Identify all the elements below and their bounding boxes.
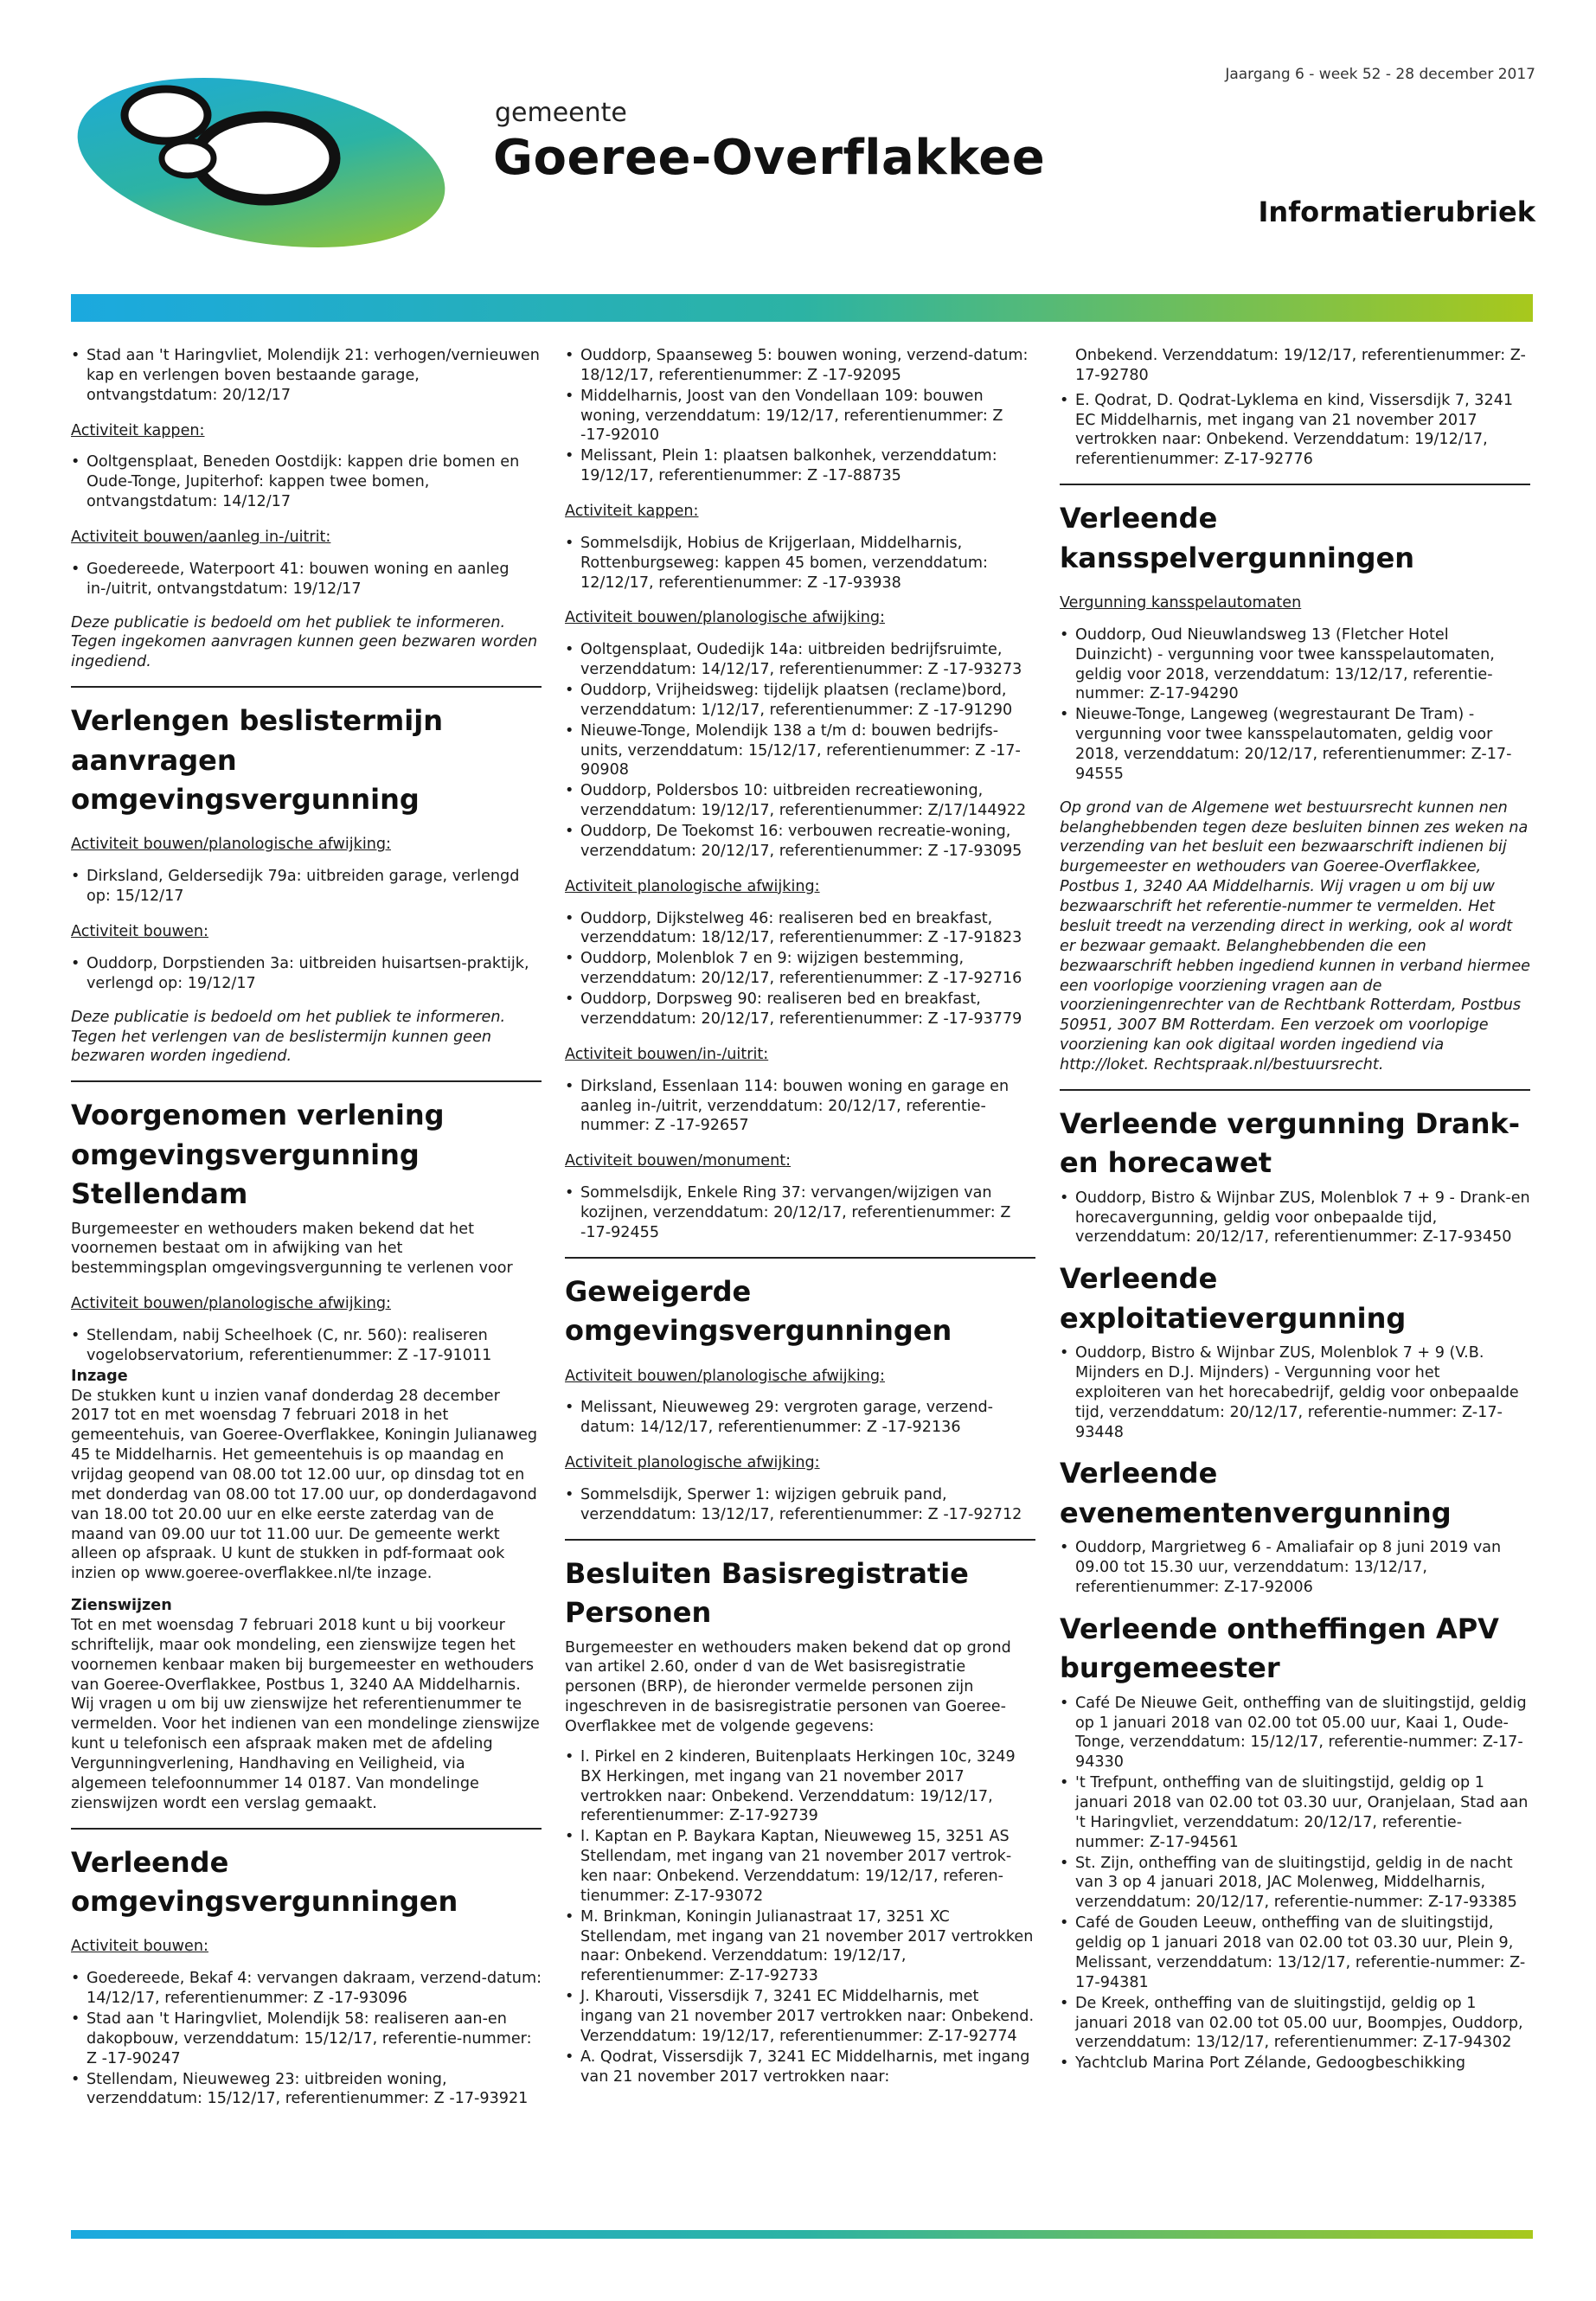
list-item: • Stellendam, nabij Scheelhoek (C, nr. 560): realiseren vogelobservatorium, referentienummer: Z -17-91011	[71, 1326, 542, 1366]
subheading: Vergunning kansspelautomaten	[1060, 594, 1302, 612]
list-item: • Ouddorp, Spaanseweg 5: bouwen woning, verzend-datum: 18/12/17, referentienummer: Z -17-92095	[565, 346, 1035, 386]
section-title: Verleende evenementenvergunning	[1060, 1457, 1452, 1529]
subheading: Activiteit bouwen/planologische afwijking:	[71, 836, 391, 854]
inzage-heading: Inzage	[71, 1367, 128, 1385]
divider	[565, 1539, 1035, 1541]
list-item: • Ouddorp, Poldersbos 10: uitbreiden recreatiewoning, verzenddatum: 19/12/17, referentienummer: Z/17/144922	[565, 781, 1035, 821]
list	[565, 1398, 1035, 1438]
list	[71, 452, 542, 512]
list-item: • Café De Nieuwe Geit, ontheffing van de sluitingstijd, geldig op 1 januari 2018 van 02.00 tot 05.00 uur, Kaai 1, Oude-Tonge, verzenddatum: 15/12/17, referentie-nummer: Z-17-94330	[1060, 1694, 1530, 1772]
municipality-logo-icon	[71, 67, 452, 258]
list-item: • Dirksland, Essenlaan 114: bouwen woning en garage en aanleg in-/uitrit, verzenddatum: 20/12/17, referentie-nummer: Z -17-92657	[565, 1077, 1035, 1137]
list-item: • J. Kharouti, Vissersdijk 7, 3241 EC Middelharnis, met ingang van 21 november 2017 vertrokken naar: Onbekend. Verzenddatum: 19/12/17, referentienummer: Z-17-92774	[565, 1987, 1035, 2047]
list-item: • Middelharnis, Joost van den Vondellaan 109: bouwen woning, verzenddatum: 19/12/17, referentienummer: Z -17-92010	[565, 387, 1035, 446]
subheading: Activiteit planologische afwijking:	[565, 1454, 820, 1472]
note: Deze publicatie is bedoeld om het publiek te informeren. Tegen het verlengen van de beslistermijn kunnen geen bezwaren worden ingediend.	[71, 1008, 506, 1066]
list-item: • Ooltgensplaat, Oudedijk 14a: uitbreiden bedrijfsruimte, verzenddatum: 14/12/17, referentienummer: Z -17-93273	[565, 640, 1035, 680]
list-item: • Ooltgensplaat, Beneden Oostdijk: kappen drie bomen en Oude-Tonge, Jupiterhof: kappen twee bomen, ontvangstdatum: 14/12/17	[71, 452, 542, 512]
list-item: • St. Zijn, ontheffing van de sluitingstijd, geldig in de nacht van 3 op 4 januari 2018, JAC Molenweg, Middelharnis, verzenddatum: 20/12/17, referentie-nummer: Z-17-93385	[1060, 1854, 1530, 1913]
list	[1060, 391, 1530, 470]
list-item: • Café de Gouden Leeuw, ontheffing van de sluitingstijd, geldig op 1 januari 2018 van 02.00 tot 03.30 uur, Plein 9, Melissant, verzenddatum: 13/12/17, referentie-nummer: Z-17-94381	[1060, 1913, 1530, 1992]
list	[71, 346, 542, 406]
divider	[1060, 1089, 1530, 1091]
list	[71, 867, 542, 907]
list-item: • M. Brinkman, Koningin Julianastraat 17, 3251 XC Stellendam, met ingang van 21 november 2017 vertrokken naar: Onbekend. Verzenddatum: 19/12/17, referentienummer: Z-17-92733	[565, 1907, 1035, 1986]
list	[1060, 1343, 1530, 1442]
brand-small: gemeente	[495, 98, 627, 128]
list	[1060, 625, 1530, 785]
list-item: • Ouddorp, Margrietweg 6 - Amaliafair op 8 juni 2019 van 09.00 tot 15.30 uur, verzenddatum: 13/12/17, referentienummer: Z-17-92006	[1060, 1538, 1530, 1598]
list	[565, 640, 1035, 861]
list-item: • Stad aan 't Haringvliet, Molendijk 21: verhogen/vernieuwen kap en verlengen boven bestaande garage, ontvangstdatum: 20/12/17	[71, 346, 542, 406]
list-item: • 't Trefpunt, ontheffing van de sluitingstijd, geldig op 1 januari 2018 van 02.00 tot 03.30 uur, Oranjelaan, Stad aan 't Haringvliet, verzenddatum: 20/12/17, referentie-nummer: Z-17-94561	[1060, 1773, 1530, 1852]
paragraph: Tot en met woensdag 7 februari 2018 kunt u bij voorkeur schriftelijk, maar ook mondeling, een zienswijze tegen het voornemen kenbaar maken bij burgemeester en wethouders van Goeree-Overflakkee, Postbus 1, 3240 AA Middelharnis. Wij vragen u om bij uw zienswijze het referentienummer te vermelden. Voor het indienen van een mondelinge zienswijze kunt u telefonisch een afspraak maken met de afdeling Vergunningverlening, Handhaving en Veiligheid, via algemeen telefoonnummer 14 0187. Van mondelinge zienswijzen wordt een verslag gemaakt.	[71, 1617, 540, 1812]
brand-title: Goeree-Overflakkee	[493, 130, 1046, 186]
list	[565, 346, 1035, 486]
list-item: • Goedereede, Waterpoort 41: bouwen woning en aanleg in-/uitrit, ontvangstdatum: 19/12/17	[71, 560, 542, 599]
divider	[565, 1257, 1035, 1259]
list	[71, 954, 542, 994]
list-item: • Stad aan 't Haringvliet, Molendijk 58: realiseren aan-en dakopbouw, verzenddatum: 15/12/17, referentie-nummer: Z -17-90247	[71, 2009, 542, 2069]
issue-info: Jaargang 6 - week 52 - 28 december 2017	[1225, 66, 1535, 83]
list-item: • I. Pirkel en 2 kinderen, Buitenplaats Herkingen 10c, 3249 BX Herkingen, met ingang van 21 november 2017 vertrokken naar: Onbekend. Verzenddatum: 19/12/17, referentienummer: Z-17-92739	[565, 1747, 1035, 1826]
divider	[71, 1828, 542, 1830]
list-item: • Nieuwe-Tonge, Langeweg (wegrestaurant De Tram) - vergunning voor twee kansspelautomaten, geldig voor 2018, verzenddatum: 20/12/17, referentienummer: Z-17-94555	[1060, 705, 1530, 784]
paragraph: Burgemeester en wethouders maken bekend dat het voornemen bestaat om in afwijking van het bestemmingsplan omgevingsvergunning te verlenen voor	[71, 1220, 513, 1278]
footer-gradient-bar	[71, 2230, 1533, 2239]
list-item: • I. Kaptan en P. Baykara Kaptan, Nieuweweg 15, 3251 AS Stellendam, met ingang van 21 november 2017 vertrok-ken naar: Onbekend. Verzenddatum: 19/12/17, referen-tienummer: Z-17-93072	[565, 1827, 1035, 1906]
list-item: • Melissant, Plein 1: plaatsen balkonhek, verzenddatum: 19/12/17, referentienummer: Z -17-88735	[565, 446, 1035, 486]
list-item: • Goedereede, Bekaf 4: vervangen dakraam, verzend-datum: 14/12/17, referentienummer: Z -17-93096	[71, 1969, 542, 2009]
section-title: Verleende exploitatievergunning	[1060, 1262, 1407, 1335]
list	[565, 1077, 1035, 1137]
subheading: Activiteit bouwen/monument:	[565, 1152, 792, 1170]
section-title: Verleende omgevingsvergunningen	[71, 1845, 458, 1919]
subheading: Activiteit bouwen/planologische afwijking:	[71, 1295, 391, 1313]
divider	[71, 1080, 542, 1082]
subheading: Activiteit kappen:	[71, 421, 205, 439]
list-item: • A. Qodrat, Vissersdijk 7, 3241 EC Middelharnis, met ingang van 21 november 2017 vertrokken naar:	[565, 2048, 1035, 2087]
list-item: • Dirksland, Geldersedijk 79a: uitbreiden garage, verlengd op: 15/12/17	[71, 867, 542, 907]
subheading: Activiteit bouwen/planologische afwijking:	[565, 609, 885, 627]
list-item: • Ouddorp, Molenblok 7 en 9: wijzigen bestemming, verzenddatum: 20/12/17, referentienummer: Z -17-92716	[565, 949, 1035, 989]
list-item: • De Kreek, ontheffing van de sluitingstijd, geldig op 1 januari 2018 van 02.00 tot 05.00 uur, Boompjes, Ouddorp, verzenddatum: 13/12/17, referentienummer: Z-17-94302	[1060, 1994, 1530, 2054]
list-item: • E. Qodrat, D. Qodrat-Lyklema en kind, Vissersdijk 7, 3241 EC Middelharnis, met ingang van 21 november 2017 vertrokken naar: Onbekend. Verzenddatum: 19/12/17, referentienummer: Z-17-92776	[1060, 391, 1530, 470]
section-title: Verlengen beslistermijn aanvragen omgevingsvergunning	[71, 704, 443, 817]
rubric-title: Informatierubriek	[1258, 195, 1535, 228]
list-item: • Ouddorp, Bistro & Wijnbar ZUS, Molenblok 7 + 9 - Drank-en horecavergunning, geldig voor onbepaalde tijd, verzenddatum: 20/12/17, referentienummer: Z-17-93450	[1060, 1189, 1530, 1248]
column-3	[1060, 346, 1530, 2074]
list-item: • Sommelsdijk, Hobius de Krijgerlaan, Middelharnis, Rottenburgseweg: kappen 45 bomen, verzenddatum: 12/12/17, referentienummer: Z -17-93938	[565, 534, 1035, 593]
section-title: Verleende ontheffingen APV burgemeester	[1060, 1612, 1499, 1685]
list-item: • Ouddorp, De Toekomst 16: verbouwen recreatie-woning, verzenddatum: 20/12/17, referentienummer: Z -17-93095	[565, 822, 1035, 862]
list	[565, 1747, 1035, 2087]
note: Op grond van de Algemene wet bestuursrecht kunnen nen belanghebbenden tegen deze besluiten binnen zes weken na verzending van het besluit een bezwaarschrift indienen bij burgemeester en wethouders van Goeree-Overflakkee, Postbus 1, 3240 AA Middelharnis. Wij vragen u om bij uw bezwaarschrift het referentie-nummer te vermelden. Het besluit treedt na verzending direct in werking, ook al wordt er bezwaar gemaakt. Belanghebbenden die een bezwaarschrift hebben ingediend kunnen in verband hiermee een voorlopige voorziening vragen aan de voorzieningenrechter van de Rechtbank Rotterdam, Postbus 50951, 3007 BM Rotterdam. Een verzoek om voorlopige voorziening kan ook digitaal worden ingediend via http://loket. Rechtspraak.nl/bestuursrecht.	[1060, 798, 1530, 1074]
list	[71, 1969, 542, 2109]
list-item: • Ouddorp, Dorpstienden 3a: uitbreiden huisartsen-praktijk, verlengd op: 19/12/17	[71, 954, 542, 994]
list	[1060, 1694, 1530, 2073]
list	[1060, 1189, 1530, 1248]
list-item: • Yachtclub Marina Port Zélande, Gedoogbeschikking	[1060, 2054, 1530, 2073]
list-item: • Ouddorp, Dijkstelweg 46: realiseren bed en breakfast, verzenddatum: 18/12/17, referentienummer: Z -17-91823	[565, 909, 1035, 949]
list-item: • Sommelsdijk, Enkele Ring 37: vervangen/wijzigen van kozijnen, verzenddatum: 20/12/17, referentienummer: Z -17-92455	[565, 1183, 1035, 1243]
list-item: • Nieuwe-Tonge, Molendijk 138 a t/m d: bouwen bedrijfs-units, verzenddatum: 15/12/17, referentienummer: Z -17-90908	[565, 721, 1035, 781]
zienswijzen-heading: Zienswijzen	[71, 1597, 172, 1615]
subheading: Activiteit bouwen/in-/uitrit:	[565, 1045, 769, 1063]
paragraph: De stukken kunt u inzien vanaf donderdag 28 december 2017 tot en met woensdag 7 februari 2018 in het gemeentehuis, van Goeree-Overflakkee, Koningin Julianaweg 45 te Middelharnis. Het gemeentehuis is op maandag en vrijdag geopend van 08.00 tot 12.00 uur, op dinsdag tot en met donderdag van 08.00 tot 17.00 uur, op donderdagavond van 18.00 tot 20.00 uur en elke eerste zaterdag van de maand van 09.00 uur tot 11.00 uur. De gemeente werkt alleen op afspraak. U kunt de stukken in pdf-formaat ook inzien op www.goeree-overflakkee.nl/te inzage.	[71, 1387, 538, 1583]
subheading: Activiteit bouwen:	[71, 923, 208, 941]
list-item: • Ouddorp, Bistro & Wijnbar ZUS, Molenblok 7 + 9 (V.B. Mijnders en D.J. Mijnders) - Vergunning voor het exploiteren van het horecabedrijf, geldig voor onbepaalde tijd, verzenddatum: 20/12/17, referentie-nummer: Z-17-93448	[1060, 1343, 1530, 1442]
list	[1060, 1538, 1530, 1598]
list	[565, 1183, 1035, 1243]
list-item: • Ouddorp, Oud Nieuwlandsweg 13 (Fletcher Hotel Duinzicht) - vergunning voor twee kansspelautomaten, geldig voor 2018, verzenddatum: 13/12/17, referentie-nummer: Z-17-94290	[1060, 625, 1530, 704]
paragraph: Burgemeester en wethouders maken bekend dat op grond van artikel 2.60, onder d van de Wet basisregistratie personen (BRP), de hieronder vermelde personen zijn ingeschreven in de basisregistratie personen van Goeree-Overflakkee met de volgende gegevens:	[565, 1638, 1011, 1735]
list-item: • Melissant, Nieuweweg 29: vergroten garage, verzend-datum: 14/12/17, referentienummer: Z -17-92136	[565, 1398, 1035, 1438]
subheading: Activiteit bouwen/aanleg in-/uitrit:	[71, 529, 331, 547]
column-1	[71, 346, 542, 2110]
header-gradient-bar	[71, 294, 1533, 322]
list-item: • Stellendam, Nieuweweg 23: uitbreiden woning, verzenddatum: 15/12/17, referentienummer: Z -17-93921	[71, 2070, 542, 2110]
section-title: Verleende kansspelvergunningen	[1060, 502, 1415, 574]
list	[565, 909, 1035, 1029]
note: Deze publicatie is bedoeld om het publiek te informeren. Tegen ingekomen aanvragen kunnen geen bezwaren worden ingediend.	[71, 613, 538, 671]
list	[565, 1485, 1035, 1525]
list	[71, 1326, 542, 1366]
column-2	[565, 346, 1035, 2087]
list	[565, 534, 1035, 593]
list-item: • Ouddorp, Dorpsweg 90: realiseren bed en breakfast, verzenddatum: 20/12/17, referentienummer: Z -17-93779	[565, 990, 1035, 1029]
subheading: Activiteit planologische afwijking:	[565, 877, 820, 895]
section-title: Geweigerde omgevingsvergunningen	[565, 1274, 952, 1348]
list	[71, 560, 542, 599]
subheading: Activiteit bouwen:	[71, 1938, 208, 1956]
section-title: Verleende vergunning Drank- en horecawet	[1060, 1106, 1521, 1180]
subheading: Activiteit bouwen/planologische afwijking:	[565, 1367, 885, 1385]
subheading: Activiteit kappen:	[565, 503, 699, 521]
list-item: • Sommelsdijk, Sperwer 1: wijzigen gebruik pand, verzenddatum: 13/12/17, referentienummer: Z -17-92712	[565, 1485, 1035, 1525]
divider	[71, 686, 542, 688]
list-item-continued: Onbekend. Verzenddatum: 19/12/17, referentienummer: Z-17-92780	[1075, 347, 1526, 384]
section-title: Besluiten Basisregistratie Personen	[565, 1556, 969, 1630]
list-item: • Ouddorp, Vrijheidsweg: tijdelijk plaatsen (reclame)bord, verzenddatum: 1/12/17, referentienummer: Z -17-91290	[565, 681, 1035, 721]
section-title: Voorgenomen verlening omgevingsvergunning Stellendam	[71, 1099, 445, 1211]
divider	[1060, 484, 1530, 485]
